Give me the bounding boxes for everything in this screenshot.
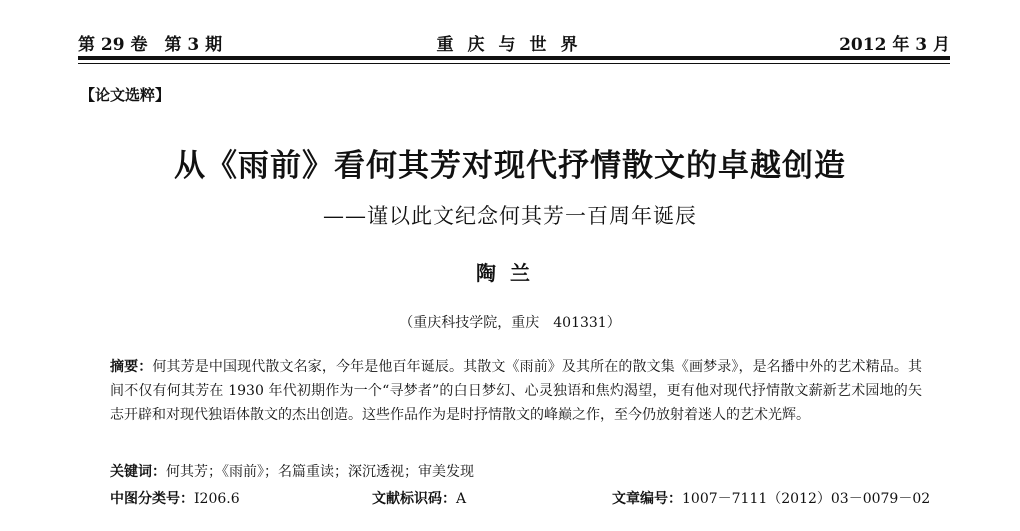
- document-code-label: 文献标识码：: [372, 491, 456, 507]
- publication-date: 2012 年 3 月: [839, 35, 950, 55]
- section-label: 【论文选粹】: [80, 86, 171, 104]
- keywords-text: 何其芳；《雨前》；名篇重读；深沉透视；审美发现: [166, 464, 474, 480]
- article-number-label: 文章编号：: [612, 491, 682, 507]
- paper-subtitle: ——谨以此文纪念何其芳一百周年诞辰: [323, 204, 697, 228]
- keywords-label: 关键词：: [110, 464, 166, 480]
- volume-issue: 第 29 卷 第 3 期: [78, 35, 223, 55]
- header-rule-thin: [78, 63, 950, 64]
- author-name: 陶兰: [476, 261, 544, 285]
- classification-number: [110, 488, 240, 508]
- article-number-value: 1007－7111（2012）03－0079－02: [682, 491, 931, 507]
- abstract-label: 摘要：: [110, 359, 153, 375]
- classification-label: 中图分类号：: [110, 491, 194, 507]
- abstract-text: 何其芳是中国现代散文名家，今年是他百年诞辰。其散文《雨前》及其所在的散文集《画梦录》，是名播中外的艺术精品。其间不仅有何其芳在 1930 年代初期作为一个“寻梦者”的白日梦幻、心灵独语和焦灼渴望，更有他对现代抒情散文薪新艺术园地的矢志开辟和对现代独语体散文的杰出创造。这些作品作为是时抒情散文的峰巅之作，至今仍放射着迷人的艺术光辉。: [110, 359, 923, 423]
- article-number: [612, 488, 930, 508]
- header-rule-thick: [78, 56, 950, 60]
- abstract: [110, 355, 922, 427]
- author-affiliation: （重庆科技学院，重庆 401331）: [399, 315, 621, 331]
- keywords: [110, 461, 474, 481]
- document-code: [372, 488, 466, 508]
- document-code-value: A: [456, 491, 467, 507]
- journal-name: 重庆与世界: [436, 35, 592, 55]
- running-header: [78, 28, 950, 56]
- paper-title: 从《雨前》看何其芳对现代抒情散文的卓越创造: [174, 148, 846, 184]
- classification-value: I206.6: [194, 491, 240, 507]
